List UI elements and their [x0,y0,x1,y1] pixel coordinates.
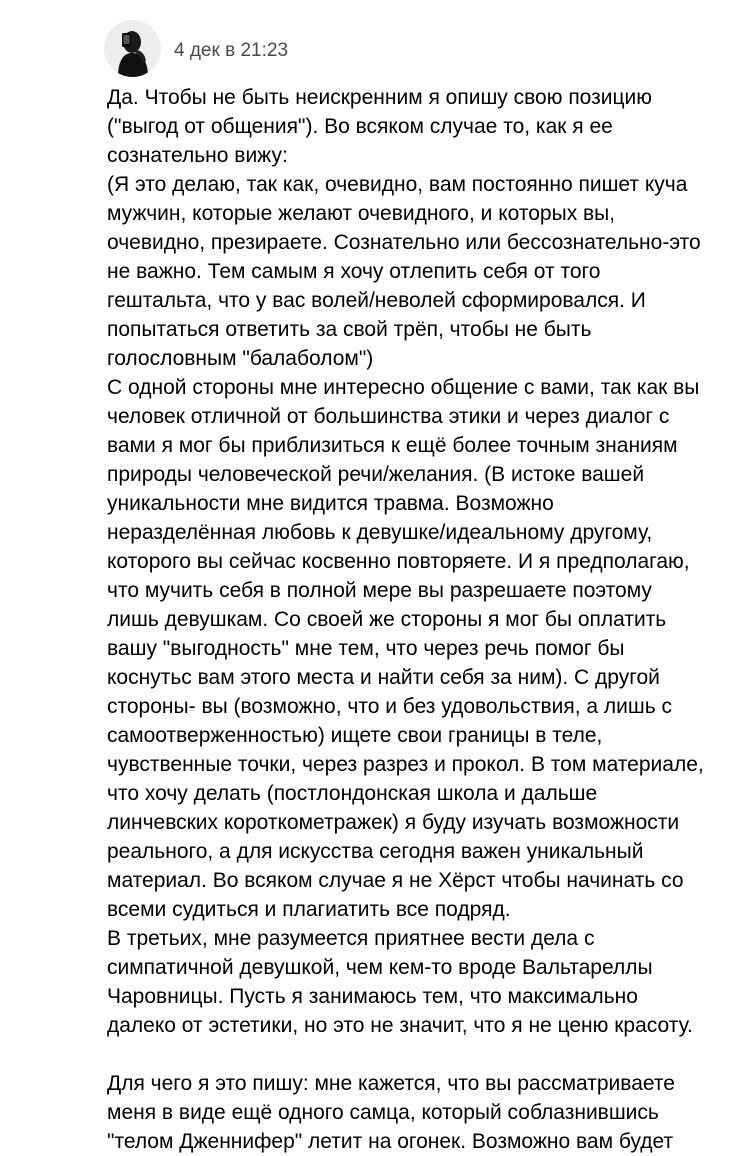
message-line: голословным "балаболом") [107,347,374,370]
message-line: попытаться ответить за свой трёп, чтобы не быть [107,318,592,341]
message-line: реального, а для искусства сегодня важен уникальный [107,840,644,863]
message-line: материал. Во всяком случае я не Хёрст чтобы начинать со [107,869,684,892]
message-line: не важно. Тем самым я хочу отлепить себя от того [107,260,601,283]
message-line: вами я мог бы приблизиться к ещё более точным знаниям [107,434,678,457]
message-line [107,1040,732,1069]
message-line: Для чего я это пишу: мне кажется, что вы рассматриваете [107,1072,675,1095]
message-line: ("выгод от общения"). Во всяком случае то, как я ее [107,115,613,138]
message-line: чувственные точки, через разрез и прокол. В том материале, [107,753,704,776]
message-line: В третьих, мне разумеется приятнее вести дела с [107,927,595,950]
message-line: вашу "выгодность" мне тем, что через речь помог бы [107,637,625,660]
message-line: "телом Дженнифер" летит на огонек. Возможно вам будет [107,1130,674,1153]
message-line: далеко от эстетики, но это не значит, что я не ценю красоту. [107,1014,693,1037]
message-line: сознательно вижу: [107,144,288,167]
user-avatar-photo-icon [104,20,161,77]
message-line: меня в виде ещё одного самца, который соблазнившись [107,1101,659,1124]
message-line: С одной стороны мне интересно общение с вами, так как вы [107,376,700,399]
message-line: неразделённая любовь к девушке/идеальному другому, [107,521,653,544]
message-line: стороны- вы (возможно, что и без удовольствия, а лишь с [107,695,672,718]
message-line: что мучить себя в полной мере вы разрешаете поэтому [107,579,652,602]
message-line: (Я это делаю, так как, очевидно, вам постоянно пишет куча [107,173,688,196]
message-line: которого вы сейчас косвенно повторяете. И я предполагаю, [107,550,690,573]
message-line: мужчин, которые желают очевидного, и которых вы, [107,202,616,225]
avatar[interactable] [104,20,161,77]
message-line: очевидно, презираете. Сознательно или бессознательно-это [107,231,701,254]
message-timestamp: 4 дек в 21:23 [174,40,289,61]
message-line: симпатичной девушкой, чем кем-то вроде Вальтареллы [107,956,653,979]
message-line: Да. Чтобы не быть неискренним я опишу свою позицию [107,86,652,109]
message-line: всеми судиться и плагиатить все подряд. [107,898,511,921]
message-line: коснутьс вам этого места и найти себя за ним). С другой [107,666,660,689]
message-line: Чаровницы. Пусть я занимаюсь тем, что максимально [107,985,638,1008]
message-line: что хочу делать (постлондонская школа и дальше [107,782,598,805]
message-line: самоотверженностью) ищете свои границы в теле, [107,724,603,747]
message-line: линчевских короткометражек) я буду изучать возможности [107,811,680,834]
message-line: природы человеческой речи/желания. (В истоке вашей [107,463,645,486]
message-line: гештальта, что у вас волей/неволей сформировался. И [107,289,646,312]
message-line: лишь девушкам. Со своей же стороны я мог бы оплатить [107,608,667,631]
message-body [107,83,732,1156]
message-header [104,18,288,78]
message-line: человек отличной от большинства этики и через диалог с [107,405,670,428]
message-line: уникальности мне видится травма. Возможно [107,492,554,515]
